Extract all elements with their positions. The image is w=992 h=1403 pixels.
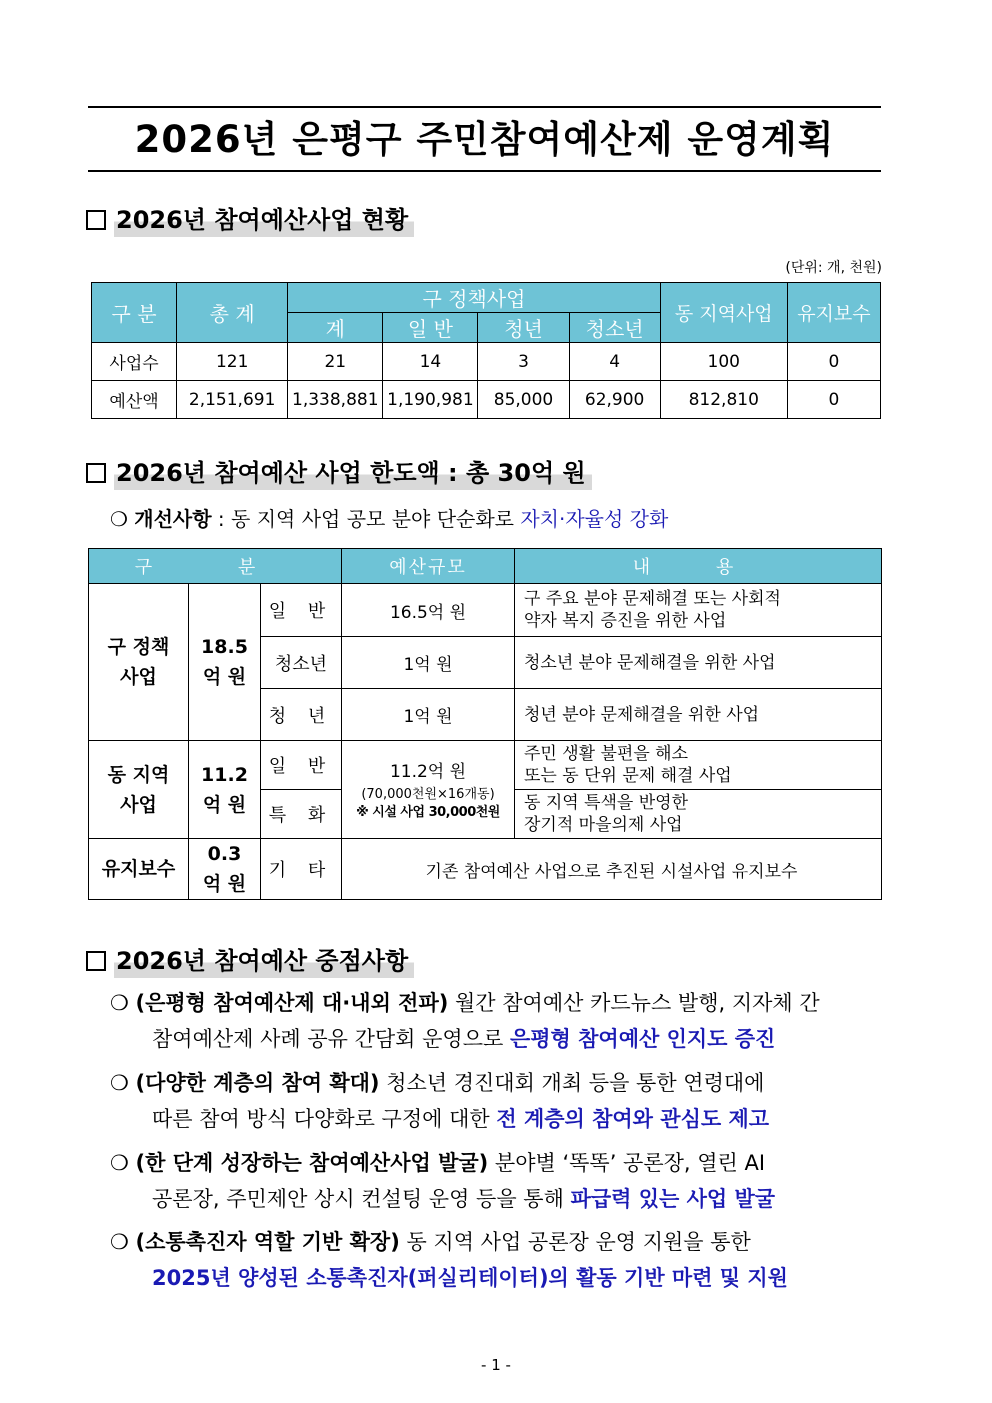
focus-text-cont: 공론장, 주민제안 상시 컨설팅 운영 등을 통해 — [152, 1187, 571, 1211]
unit-note: (단위: 개, 천원) — [785, 260, 882, 276]
section-title: 2026년 참여예산사업 현황 — [114, 203, 414, 237]
sub-category: 청 년 — [261, 689, 342, 741]
budget-cell: 16.5억 원 — [342, 584, 515, 637]
improvement-highlight: 자치·자율성 강화 — [520, 507, 669, 531]
header-budget: 예산규모 — [342, 549, 515, 584]
circle-bullet-icon: ❍ — [110, 1071, 129, 1095]
sub-category: 일 반 — [261, 584, 342, 637]
focus-title: (한 단계 성장하는 참여예산사업 발굴) — [135, 1151, 489, 1175]
gu-policy-amount: 18.5 억 원 — [189, 584, 261, 741]
header-content: 내 용 — [515, 549, 882, 584]
cell-teen: 62,900 — [569, 381, 660, 419]
maintenance-amount: 0.3 억 원 — [189, 839, 261, 900]
checkbox-square-icon — [86, 951, 106, 971]
section-header-limit — [86, 456, 592, 490]
cell-general: 14 — [383, 343, 478, 381]
sub-category: 특 화 — [261, 790, 342, 839]
focus-item — [110, 1145, 890, 1217]
focus-item — [110, 985, 890, 1057]
focus-title: (소통촉진자 역할 기반 확장) — [135, 1230, 400, 1254]
sub-category: 기 타 — [261, 839, 342, 900]
section-header-focus — [86, 944, 414, 978]
row-label: 사업수 — [92, 343, 177, 381]
table-row — [92, 343, 881, 381]
focus-text: 분야별 ‘똑똑’ 공론장, 열린 AI — [488, 1151, 766, 1175]
header-youth: 청년 — [478, 313, 569, 343]
circle-bullet-icon: ❍ — [110, 991, 129, 1015]
cell-dong: 100 — [660, 343, 787, 381]
page-title: 2026년 은평구 주민참여예산제 운영계획 — [134, 118, 835, 161]
header-gu-policy: 구 정책사업 — [288, 283, 660, 313]
dong-amount: 11.2 억 원 — [189, 741, 261, 839]
section-title: 2026년 참여예산 중점사항 — [114, 944, 414, 978]
dong-label: 동 지역 사업 — [89, 741, 189, 839]
content-cell: 구 주요 분야 문제해결 또는 사회적 약자 복지 증진을 위한 사업 — [515, 584, 882, 637]
sub-category: 일 반 — [261, 741, 342, 790]
dong-budget-note2: ※ 시설 사업 30,000천원 — [356, 804, 500, 820]
cell-maintenance: 0 — [787, 381, 880, 419]
header-category: 구 분 — [92, 283, 177, 343]
focus-highlight: 2025년 양성된 소통촉진자(퍼실리테이터)의 활동 기반 마련 및 지원 — [152, 1266, 788, 1290]
section-header-status — [86, 203, 414, 237]
cell-sum: 1,338,881 — [288, 381, 383, 419]
header-total: 총 계 — [177, 283, 288, 343]
title-bottom-rule — [88, 170, 881, 172]
focus-highlight: 전 계층의 참여와 관심도 제고 — [496, 1107, 770, 1131]
cell-general: 1,190,981 — [383, 381, 478, 419]
header-category: 구 분 — [89, 549, 342, 584]
header-teen: 청소년 — [569, 313, 660, 343]
improvement-line — [110, 503, 668, 535]
page-number: - 1 - — [481, 1356, 511, 1374]
focus-title: (은평형 참여예산제 대·내외 전파) — [135, 991, 449, 1015]
circle-bullet-icon: ❍ — [110, 507, 128, 531]
circle-bullet-icon: ❍ — [110, 1151, 129, 1175]
checkbox-square-icon — [86, 210, 106, 230]
focus-text-cont: 참여예산제 사례 공유 간담회 운영으로 — [152, 1027, 510, 1051]
cell-total: 121 — [177, 343, 288, 381]
maintenance-label: 유지보수 — [89, 839, 189, 900]
dong-budget-cell — [342, 741, 515, 839]
row-label: 예산액 — [92, 381, 177, 419]
content-cell: 청년 분야 문제해결을 위한 사업 — [515, 689, 882, 741]
focus-item — [110, 1065, 890, 1137]
budget-limit-table — [88, 548, 882, 900]
dong-budget-note: (70,000천원×16개동) — [361, 786, 495, 802]
title-top-rule — [88, 106, 881, 108]
focus-text-cont: 따른 참여 방식 다양화로 구정에 대한 — [152, 1107, 497, 1131]
content-cell: 청소년 분야 문제해결을 위한 사업 — [515, 637, 882, 689]
focus-text: 동 지역 사업 공론장 운영 지원을 통한 — [399, 1230, 751, 1254]
header-sum: 계 — [288, 313, 383, 343]
dong-budget: 11.2억 원 — [389, 761, 467, 782]
cell-dong: 812,810 — [660, 381, 787, 419]
gu-policy-label: 구 정책 사업 — [89, 584, 189, 741]
header-maintenance: 유지보수 — [787, 283, 880, 343]
content-cell: 주민 생활 불편을 해소 또는 동 단위 문제 해결 사업 — [515, 741, 882, 790]
cell-sum: 21 — [288, 343, 383, 381]
improvement-label: 개선사항 — [134, 507, 212, 531]
budget-cell: 1억 원 — [342, 689, 515, 741]
focus-highlight: 파급력 있는 사업 발굴 — [570, 1187, 776, 1211]
checkbox-square-icon — [86, 463, 106, 483]
sub-category: 청소년 — [261, 637, 342, 689]
focus-item — [110, 1224, 890, 1296]
cell-maintenance: 0 — [787, 343, 880, 381]
cell-teen: 4 — [569, 343, 660, 381]
content-cell: 기존 참여예산 사업으로 추진된 시설사업 유지보수 — [342, 839, 882, 900]
improvement-text: : 동 지역 사업 공모 분야 단순화로 — [211, 507, 521, 531]
cell-total: 2,151,691 — [177, 381, 288, 419]
circle-bullet-icon: ❍ — [110, 1230, 129, 1254]
content-cell: 동 지역 특색을 반영한 장기적 마을의제 사업 — [515, 790, 882, 839]
focus-text: 청소년 경진대회 개최 등을 통한 연령대에 — [379, 1071, 765, 1095]
focus-highlight: 은평형 참여예산 인지도 증진 — [509, 1027, 776, 1051]
focus-text: 월간 참여예산 카드뉴스 발행, 지자체 간 — [448, 991, 820, 1015]
cell-youth: 85,000 — [478, 381, 569, 419]
cell-youth: 3 — [478, 343, 569, 381]
header-dong: 동 지역사업 — [660, 283, 787, 343]
focus-title: (다양한 계층의 참여 확대) — [135, 1071, 380, 1095]
table-row — [92, 381, 881, 419]
section-title: 2026년 참여예산 사업 한도액 : 총 30억 원 — [114, 456, 592, 490]
header-general: 일 반 — [383, 313, 478, 343]
status-table — [91, 282, 881, 419]
budget-cell: 1억 원 — [342, 637, 515, 689]
